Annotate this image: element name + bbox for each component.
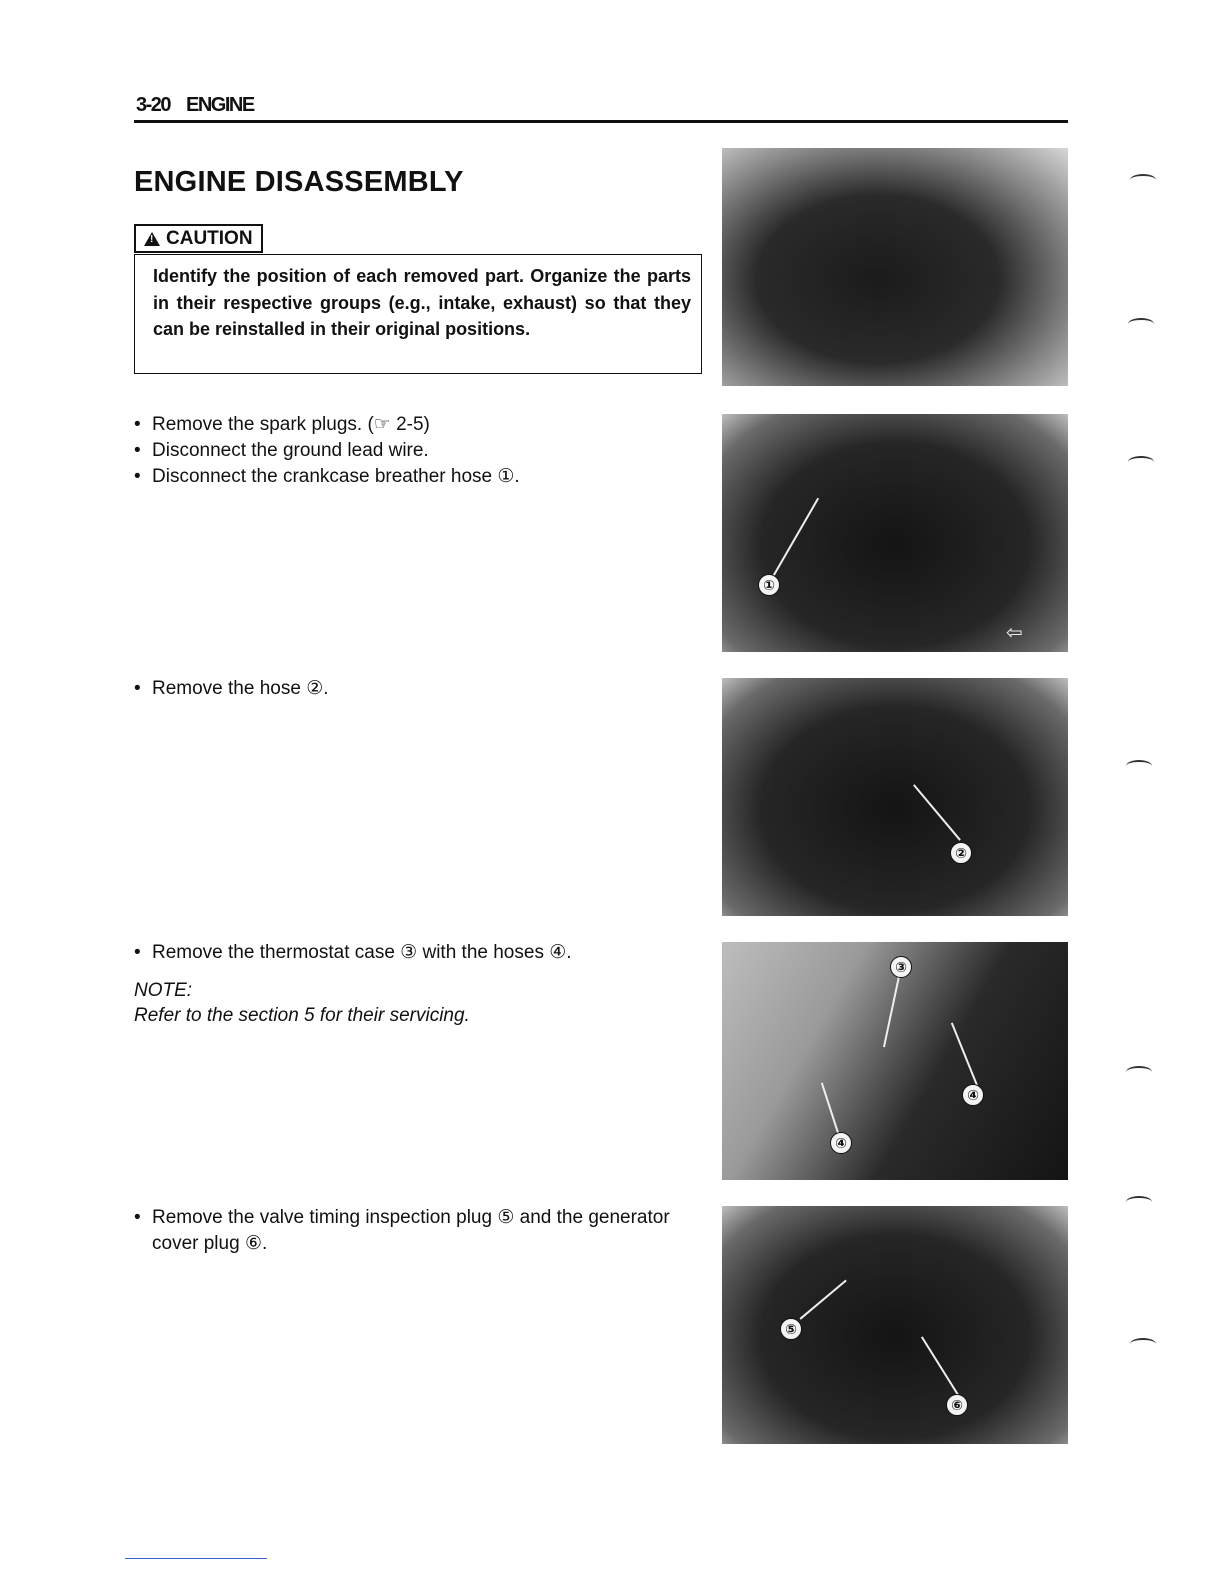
binding-mark [1130,174,1156,186]
step-text: Remove the spark plugs. (☞ 2-5) [152,414,430,435]
binding-mark [1126,1066,1152,1078]
binding-mark [1126,760,1152,772]
binding-mark [1128,318,1154,330]
step-text: Remove the thermostat case ③ with the hoses ④. [152,942,572,963]
step-text: Disconnect the crankcase breather hose ①. [152,466,520,487]
engine-photo-1 [722,148,1068,386]
step-item: • Disconnect the crankcase breather hose ①. [134,466,520,487]
callout-1: ① [758,574,780,596]
step-text: Remove the hose ②. [152,678,329,699]
step-item: • Remove the hose ②. [134,678,329,699]
callout-5: ⑤ [780,1318,802,1340]
header-rule [134,120,1068,123]
note-text: Refer to the section 5 for their servicing. [134,1005,470,1026]
engine-photo-5 [722,1206,1068,1444]
callout-2: ② [950,842,972,864]
callout-4a: ④ [962,1084,984,1106]
page-title: ENGINE DISASSEMBLY [134,166,464,198]
step-text: Disconnect the ground lead wire. [152,440,429,461]
arrow-icon: ⇦ [1006,622,1023,644]
warning-triangle-icon [144,232,160,246]
step-item: • Remove the valve timing inspection plug ⑤ and the generator cover plug ⑥. [134,1205,694,1257]
binding-mark [1126,1196,1152,1208]
engine-photo-2 [722,414,1068,652]
caution-label-text: CAUTION [166,228,253,249]
caution-box: Identify the position of each removed part. Organize the parts in their respective groups (e.g., intake, exhaust) so that they can be reinstalled in their original positions. [134,254,702,374]
binding-mark [1130,1338,1156,1350]
note-label: NOTE: [134,980,193,1001]
section-name: ENGINE [186,94,254,116]
step-item: • Remove the thermostat case ③ with the hoses ④. [134,942,572,963]
footer-rule [125,1558,267,1559]
callout-3: ③ [890,956,912,978]
caution-label [134,224,263,253]
engine-photo-4 [722,942,1068,1180]
step-item: • Remove the spark plugs. (☞ 2-5) [134,414,430,435]
page-number: 3-20 [136,94,171,116]
engine-photo-3 [722,678,1068,916]
binding-mark [1128,456,1154,468]
step-item: • Disconnect the ground lead wire. [134,440,429,461]
callout-4b: ④ [830,1132,852,1154]
step-text: Remove the valve timing inspection plug ⑤ and the generator cover plug ⑥. [152,1207,670,1254]
callout-6: ⑥ [946,1394,968,1416]
